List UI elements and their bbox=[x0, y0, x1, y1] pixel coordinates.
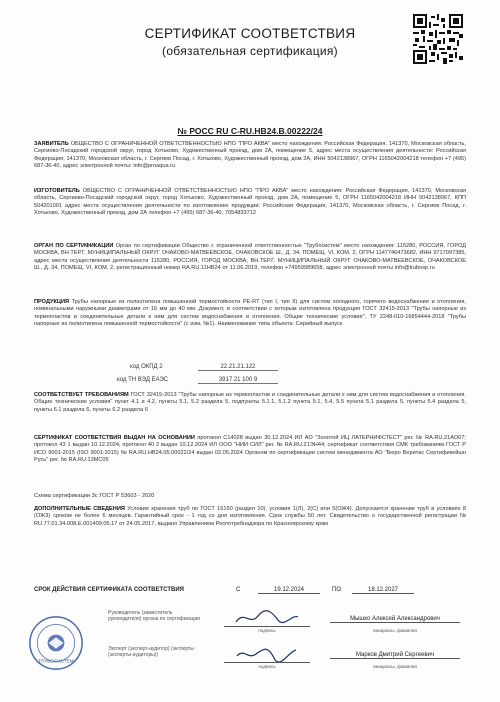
applicant-section bbox=[34, 141, 466, 171]
svg-text:ТРУБОСИСТЕМ: ТРУБОСИСТЕМ bbox=[38, 658, 74, 664]
expert-sign-hint: подпись bbox=[258, 664, 276, 669]
tnved-label: код ТН ВЭД ЕАЭС bbox=[117, 377, 169, 383]
validity-to-date: 18.12.2027 bbox=[352, 587, 414, 594]
tnved-value: 3917 21 100 9 bbox=[198, 377, 278, 384]
extra-info-section bbox=[34, 506, 466, 528]
expert-name: Марков Дмитрий Сергеевич bbox=[330, 652, 460, 659]
expert-signature-icon bbox=[234, 644, 300, 664]
scheme-section bbox=[34, 493, 466, 500]
expert-sign-line bbox=[224, 662, 310, 663]
scheme-text: Схема сертификации 3с ГОСТ Р 53603 - 2020 bbox=[34, 493, 155, 499]
compliance-label: СООТВЕТСТВУЕТ ТРЕБОВАНИЯМ bbox=[34, 392, 129, 398]
okpd-label: код ОКПД 2 bbox=[130, 364, 163, 370]
compliance-text: ГОСТ 32415-2013 "Трубы напорные из термопластов и соединительные детали к ним для систем водоснабжения и отопления. Общие технические условия" пункт 4.1 и 4.2, пункты 5.1, 5.2 раздела 5, подпункты 5.1.1, 5.1.2 пункта 5.1, 5.4, 5.5 пункта 5.1 раздела 5, пункты 5.4 раздела 5, пункты 6.1 раздела 6, пункты 6.2 раздела 6 bbox=[34, 392, 466, 413]
extra-info-label: ДОПОЛНИТЕЛЬНЫЕ СВЕДЕНИЯ bbox=[34, 506, 125, 512]
certification-body-text: Орган по сертификации Общество с ограниченной ответственностью "Трубосистем" место нахождения: 115280, РОССИЯ, ГОРОД МОСКВА, ВН.ТЕР.Г. МУНИЦИПАЛЬНЫЙ ОКРУГ ОЧАКОВО-МАТВЕЕВСКОЕ, ОЧАКОВСКОЕ Ш., Д. 34, ПОМЕЩ. VI, КОМ. 2, ОГРН 1147746473682, ИНН 9717097385, адрес места осуществления деятельности 115280, РОССИЯ, ГОРОД МОСКВА, ВН.ТЕР.Г. МУНИЦИПАЛЬНЫЙ ОКРУГ ОЧАКОВО-МАТВЕЕВСКОЕ, ОЧАКОВСКОЕ Ш., Д. 34, ПОМЕЩ. VI, КОМ. 2, регистрационный номер RA.RU.11НВ24 от 11.06.2019, телефон +74959989658, адрес электронной почты info@trubosp.ru bbox=[34, 243, 466, 272]
product-section bbox=[34, 299, 466, 329]
certificate-subtitle: (обязательная сертификация) bbox=[162, 44, 338, 58]
product-label: ПРОДУКЦИЯ bbox=[34, 299, 70, 305]
validity-label: СРОК ДЕЙСТВИЯ СЕРТИФИКАТА СООТВЕТСТВИЯ bbox=[34, 587, 184, 593]
head-sign-line bbox=[224, 626, 310, 627]
expert-role: Эксперт (эксперт-аудитор) (эксперты (эксперты-аудиторы)) bbox=[108, 646, 194, 658]
compliance-section bbox=[34, 392, 466, 414]
basis-section bbox=[34, 435, 466, 465]
basis-label: СЕРТИФИКАТ СООТВЕТСТВИЯ ВЫДАН НА ОСНОВАНИИ bbox=[34, 435, 195, 441]
manufacturer-section bbox=[34, 188, 466, 218]
certificate-number: № РОСС RU С-RU.НВ24.В.00222/24 bbox=[177, 126, 323, 136]
product-text: Трубы напорные из полиэтилена повышенной термостойкости PE-RT (тип I, тип II) для систем холодного, горячего водоснабжения и отопления, номинальными наружными диаметрами от 16 мм до 40 мм. Документ, в соответствии с которым изготовлена продукция ГОСТ 32415-2013 "Трубы напорные из термопластов и соединительные детали к ним для систем водоснабжения и отопления. Общие технические условия", ТУ 2248-010-16854444-2018 "Трубы напорные из полиэтилена повышенной термостойкости" (с изм. №1). Наименование типа объекта: Серийный выпуск bbox=[34, 299, 466, 328]
manufacturer-label: ИЗГОТОВИТЕЛЬ bbox=[34, 188, 80, 194]
qr-code-icon bbox=[413, 14, 463, 64]
head-name: Мышко Алексей Александрович bbox=[330, 616, 460, 623]
manufacturer-text: ОБЩЕСТВО С ОГРАНИЧЕННОЙ ОТВЕТСТВЕННОСТЬЮ НПО "ПРО АКВА" место нахождения: Российская Федерация, 141370, Московская область, Сергиево-Посадский городской округ, город Хотьково, Художественный проезд, дом 2А, помещение 5, ОГРН 1165042004218 ИНН 5042138967, КПП 504201001 адрес места осуществления деятельности по изготовлению продукции: Российская Федерация, 141370, Московская область, г. Сергиев Посад, г. Хотьково, Художественный проезд, дом 2А телефон +7 (495) 687-36-40, 7054833712 bbox=[34, 188, 466, 217]
applicant-text: ОБЩЕСТВО С ОГРАНИЧЕННОЙ ОТВЕТСТВЕННОСТЬЮ НПО "ПРО АКВА" место нахождения: Российская Федерация, 141370, Московская область, Сергиево-Посадский городской округ, город Хотьково, Художественный проезд, дом 2А, помещение 5, адрес места осуществления деятельности: Российская Федерация, 141370, Московская область, г. Сергиев Посад, г. Хотьково, Художественный проезд, дом 2А, ИНН 5042138967, ОГРН 1165042004218 телефон +7 (495) 687-36-40, адрес электронной почты: info@proaqua.ru bbox=[34, 141, 466, 170]
validity-from-word: С bbox=[236, 587, 241, 593]
certificate-title: СЕРТИФИКАТ СООТВЕТСТВИЯ bbox=[144, 26, 356, 41]
validity-from-date: 19.12.2024 bbox=[258, 587, 320, 594]
head-role: Руководитель (заместитель руководителя) органа по сертификации bbox=[108, 610, 201, 622]
okpd-value: 22.21.21.122 bbox=[198, 364, 278, 371]
applicant-label: ЗАЯВИТЕЛЬ bbox=[34, 141, 69, 147]
certification-body-section bbox=[34, 243, 466, 273]
validity-to-word: ПО bbox=[332, 587, 341, 593]
head-signature-icon bbox=[232, 608, 302, 628]
basis-text: протокол С14028 выдан 30.12.2024 ИЛ АО "Золотой ИЦ ЛАТЕРНИФСТЕСТ" рег. № RA.RU.21АО07; протокол 43 1 выдан 10.12.2024, протокол 40 2 выдан 10.12.2024 ИЛ ООО "НИИ СИЛ" рег. № RA.RU.21ЭН44; сертификат соответствия СМК требованиям ГОСТ Р ИСО 9001-2015 (ISO 9001:2015) № RA.RU.НВ24.05.00022/24 выдан 02.05.2024 Органом по сертификации систем менеджмента АО "Бюро Веритас Сертификейшн Русь" рег. № RA.RU.13МС05 bbox=[34, 435, 466, 464]
expert-name-hint: инициалы, фамилия bbox=[373, 664, 417, 669]
organization-stamp-icon bbox=[28, 615, 84, 671]
head-sign-hint: подпись bbox=[258, 628, 276, 633]
head-name-hint: инициалы, фамилия bbox=[373, 628, 417, 633]
certification-body-label: ОРГАН ПО СЕРТИФИКАЦИИ bbox=[34, 243, 114, 249]
extra-info-text: Условия хранения труб по ГОСТ 15150 (раздел 10), условия 1(Л), 2(С) или 5(ОЖ4). Допускается хранение труб в условиях 8 (ОЖ3) сроком не более 6 месяцев. Гарантийный срок - 1 год со дня изготовления. Срок службы 50 лет. Свидетельство о государственной регистрации № RU.77.01.34.008.Е.001409.05.17 от 24.05.2017, выдано Управлением Роспотребнадзора по Красноярскому краю bbox=[34, 506, 466, 527]
